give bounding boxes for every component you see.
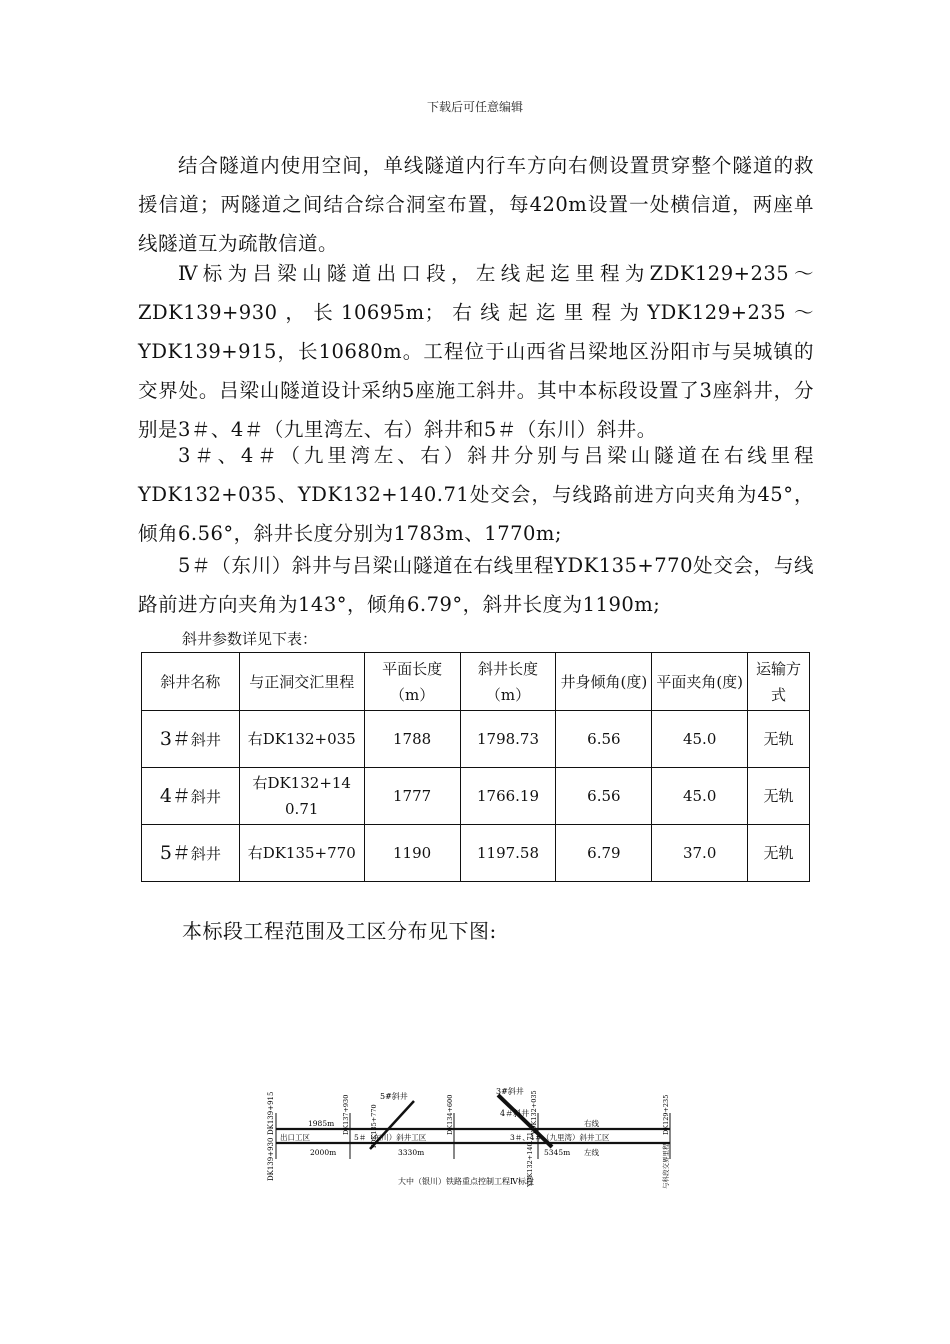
shaft-suffix: 斜井: [190, 787, 221, 806]
header-angle: 平面夹角(度): [652, 653, 748, 711]
cell-shaft-length: 1766.19: [460, 768, 556, 825]
label-mark-132a: YDK132+035: [530, 1090, 538, 1135]
shaft-number: 3＃: [159, 727, 191, 750]
label-mark-135: YDK135+770: [370, 1104, 378, 1149]
label-mark-129: DK129+235: [662, 1094, 670, 1135]
table-row: [142, 711, 810, 768]
cell-incline: 6.79: [556, 825, 652, 882]
cell-angle: 37.0: [652, 825, 748, 882]
header-incline: 井身倾角(度): [556, 653, 652, 711]
label-diagram-title: 大中（银川）铁路重点控制工程Ⅳ标段: [398, 1177, 534, 1186]
table-caption: 斜井参数详见下表：: [182, 630, 318, 648]
label-mark-134: DK134+600: [446, 1094, 454, 1135]
tunnel-layout-diagram: [262, 1085, 682, 1195]
label-area-5: 5＃（东川）斜井工区: [354, 1133, 427, 1142]
shaft-parameters-table: [141, 652, 810, 882]
label-left-line: 左线: [584, 1148, 599, 1157]
label-mark-137: DK137+930: [342, 1094, 350, 1135]
cell-name: [142, 768, 240, 825]
paragraph-4-text: 5＃（东川）斜井与吕梁山隧道在右线里程YDK135+770处交会，与线路前进方向夹角为143°，倾角6.79°，斜井长度为1190m;: [138, 554, 814, 616]
label-len-2000: 2000m: [310, 1148, 337, 1157]
cell-shaft-length: 1197.58: [460, 825, 556, 882]
cell-incline: 6.56: [556, 711, 652, 768]
label-mileage-left-bottom: DK139+930: [267, 1137, 275, 1181]
cell-mileage: [239, 768, 364, 825]
label-area-34: 3＃、4＃（九里湾）斜井工区: [510, 1133, 610, 1142]
label-len-5345: 5345m: [544, 1148, 571, 1157]
cell-transport: 无轨: [748, 711, 810, 768]
paragraph-1-text: 结合隧道内使用空间，单线隧道内行车方向右侧设置贯穿整个隧道的救援信道；两隧道之间结合综合洞室布置，每420m设置一处横信道，两座单线隧道互为疏散信道。: [138, 154, 814, 255]
paragraph-3-text: 3＃、4＃（九里湾左、右）斜井分别与吕梁山隧道在右线里程YDK132+035、YDK132+140.71处交会，与线路前进方向夹角为45°，倾角6.56°，斜井长度分别为1783m、1770m;: [138, 444, 814, 545]
paragraph-3: [138, 436, 814, 553]
label-mark-132b: YDK132+140.71: [526, 1132, 534, 1187]
header-transport: 运输方式: [748, 653, 810, 711]
cell-angle: 45.0: [652, 711, 748, 768]
table-row: [142, 825, 810, 882]
figure-caption: 本标段工程范围及工区分布见下图:: [182, 919, 497, 943]
label-shaft-3: 3#斜井: [496, 1087, 524, 1096]
shaft-suffix: 斜井: [190, 844, 221, 863]
label-right-line: 右线: [584, 1119, 599, 1128]
cell-plane-length: 1788: [364, 711, 460, 768]
cell-mileage: 右DK132+035: [239, 711, 364, 768]
paragraph-2: [138, 254, 814, 449]
paragraph-2-text: Ⅳ标为吕梁山隧道出口段，左线起迄里程为ZDK129+235～ZDK139+930，长10695m；右线起迄里程为YDK129+235～YDK139+915，长10680m。工程位于山西省吕梁地区汾阳市与吴城镇的交界处。吕梁山隧道设计采纳5座施工斜井。其中本标段设置了3座斜井，分别是3＃、4＃（九里湾左、右）斜井和5＃（东川）斜井。: [138, 262, 814, 441]
cell-plane-length: 1190: [364, 825, 460, 882]
cell-name: [142, 711, 240, 768]
label-mileage-left-top: DK139+915: [267, 1091, 275, 1135]
cell-shaft-length: 1798.73: [460, 711, 556, 768]
paragraph-4: [138, 546, 814, 624]
table-row: [142, 768, 810, 825]
header-plane-length: 平面长度（m）: [364, 653, 460, 711]
header-shaft-length: 斜井长度（m）: [460, 653, 556, 711]
cell-mileage: 右DK135+770: [239, 825, 364, 882]
label-shaft-5: 5#斜井: [380, 1092, 408, 1101]
cell-name: [142, 825, 240, 882]
cell-incline: 6.56: [556, 768, 652, 825]
cell-transport: 无轨: [748, 768, 810, 825]
label-len-3330: 3330m: [398, 1148, 425, 1157]
shaft-number: 5＃: [159, 841, 191, 864]
header-name: 斜井名称: [142, 653, 240, 711]
paragraph-1: [138, 146, 814, 263]
page-header: 下载后可任意编辑: [426, 100, 523, 114]
label-len-1985: 1985m: [308, 1119, 335, 1128]
cell-plane-length: 1777: [364, 768, 460, 825]
cell-transport: 无轨: [748, 825, 810, 882]
cell-mileage-text: 右DK132+140.71: [252, 774, 351, 818]
shaft-number: 4＃: [159, 784, 191, 807]
label-right-side: 与科段交界里程: [662, 1143, 670, 1189]
cell-angle: 45.0: [652, 768, 748, 825]
label-exit-area: 出口工区: [280, 1133, 310, 1142]
shaft-suffix: 斜井: [190, 730, 221, 749]
table-header-row: [142, 653, 810, 711]
label-shaft-4: 4＃斜井: [500, 1109, 530, 1118]
header-mileage: 与正洞交汇里程: [239, 653, 364, 711]
